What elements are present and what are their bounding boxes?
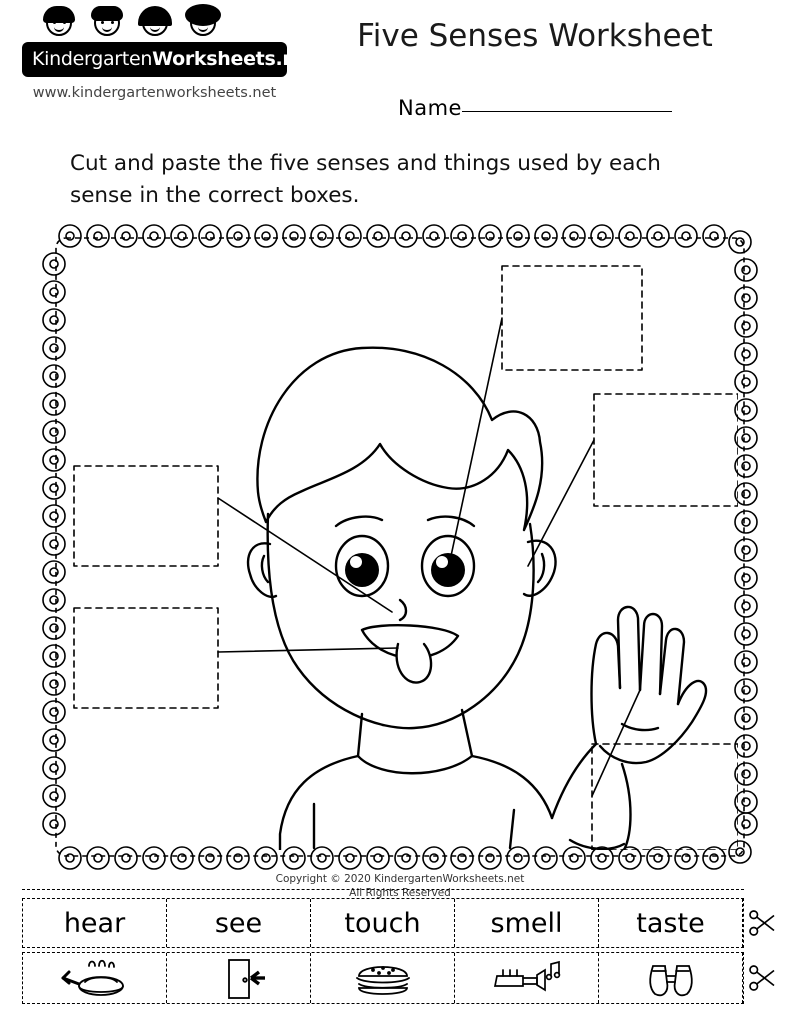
- logo-text-bold: Worksheets: [152, 48, 276, 70]
- cutout-words-row: [22, 898, 744, 948]
- hamburger-icon: [343, 956, 423, 1000]
- cutout-picture-cell[interactable]: [311, 953, 455, 1003]
- cutout-word-cell[interactable]: [167, 899, 311, 947]
- name-input-blank[interactable]: [462, 110, 672, 112]
- cutout-word-label: hear: [63, 907, 126, 939]
- binoculars-icon: [631, 956, 711, 1000]
- page-title: Five Senses Worksheet: [357, 18, 713, 54]
- scissors-icon: [747, 908, 777, 938]
- logo-kids-illustration: [22, 8, 287, 42]
- logo-wordmark: [22, 42, 317, 77]
- rights-line: All Rights Reserved: [349, 887, 451, 900]
- cutout-word-cell[interactable]: [311, 899, 455, 947]
- logo-text-tld: .net: [275, 48, 317, 70]
- cutout-picture-cell[interactable]: [599, 953, 743, 1003]
- copyright-block: [0, 872, 800, 900]
- cutout-word-label: see: [214, 907, 263, 939]
- worksheet-canvas: [62, 244, 738, 850]
- name-label: Name: [398, 96, 462, 120]
- cutout-word-label: touch: [344, 907, 421, 939]
- cutout-picture-cell[interactable]: [23, 953, 167, 1003]
- page-header: [0, 0, 800, 130]
- scissors-icon: [747, 963, 777, 993]
- cutout-section: [22, 898, 778, 1008]
- name-field-row: [300, 96, 770, 120]
- instructions-text: Cut and paste the five senses and things used by each sense in the correct boxes.: [70, 151, 661, 209]
- site-url: www.kindergartenworksheets.net: [32, 85, 277, 101]
- pie-icon: [55, 956, 135, 1000]
- cutout-pictures-row: [22, 952, 744, 1004]
- cutout-word-cell[interactable]: [455, 899, 599, 947]
- cutout-word-label: smell: [490, 907, 563, 939]
- logo-text-light: Kindergarten: [32, 48, 153, 70]
- site-logo[interactable]: [22, 8, 317, 101]
- cut-guide-line: [22, 889, 744, 890]
- door-icon: [199, 956, 279, 1000]
- cutout-word-cell[interactable]: [599, 899, 743, 947]
- worksheet-frame: [40, 222, 760, 872]
- copyright-line: Copyright © 2020 KindergartenWorksheets.net: [275, 873, 525, 885]
- cutout-word-cell[interactable]: [23, 899, 167, 947]
- cutout-word-label: taste: [636, 907, 705, 939]
- trumpet-icon: [487, 956, 567, 1000]
- cutout-picture-cell[interactable]: [167, 953, 311, 1003]
- cutout-picture-cell[interactable]: [455, 953, 599, 1003]
